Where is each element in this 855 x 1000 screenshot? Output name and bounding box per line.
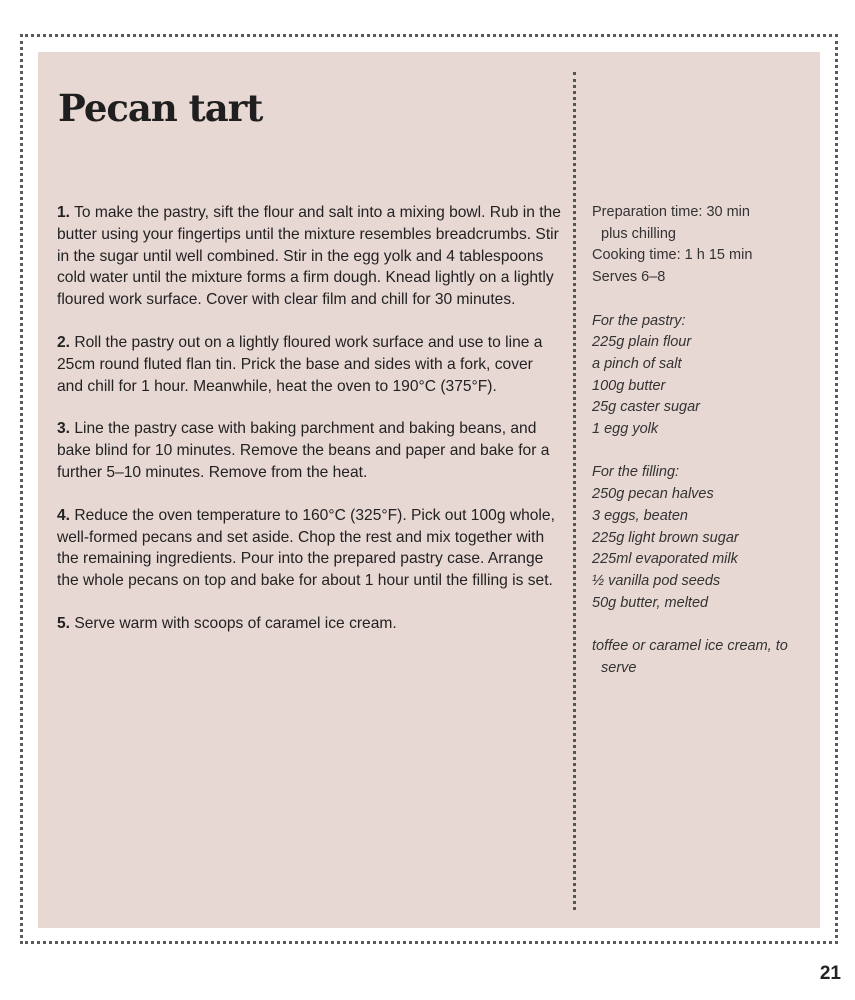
step-number: 3. [57, 420, 71, 438]
step-number: 2. [57, 333, 71, 351]
ingredient-item: 225ml evaporated milk [592, 551, 738, 568]
cooking-time: Cooking time: 1 h 15 min [592, 247, 753, 264]
step-text: Reduce the oven temperature to 160°C (325°F). Pick out 100g whole, well-formed pecans and set aside. Chop the rest and mix together with the remaining ingredients. Pour into the prepared pastry case. Arrange the whole pecans on top and bake for about 1 hour until the filling is set. [57, 506, 555, 590]
recipe-title: Pecan tart [58, 86, 263, 130]
step-number: 1. [57, 204, 71, 221]
method-step [57, 418, 562, 483]
filling-heading: For the filling: [592, 464, 680, 481]
serve-with [592, 636, 817, 679]
step-text: Line the pastry case with baking parchment and baking beans, and bake blind for 10 minutes. Remove the beans and paper and bake for a further 5–10 minutes. Remove from the heat. [57, 420, 550, 481]
step-number: 4. [57, 506, 71, 524]
ingredient-item: 250g pecan halves [592, 486, 714, 503]
step-number: 5. [57, 614, 71, 632]
method-step [57, 332, 562, 397]
ingredient-item: 50g butter, melted [592, 594, 709, 611]
prep-time-note: plus chilling [601, 225, 676, 242]
method-step [57, 613, 562, 635]
ingredient-item: 3 eggs, beaten [592, 507, 688, 524]
column-divider [573, 72, 576, 910]
pastry-heading: For the pastry: [592, 312, 686, 329]
method-column [57, 202, 562, 656]
step-text: Serve warm with scoops of caramel ice cream. [70, 614, 397, 632]
page-number: 21 [819, 963, 841, 984]
step-text: Roll the pastry out on a lightly floured work surface and use to line a 25cm round fluted flan tin. Prick the base and sides with a fork, cover and chill for 1 hour. Meanwhile, heat the oven to 190°C (375°F). [57, 333, 543, 395]
ingredient-item: a pinch of salt [592, 355, 682, 372]
recipe-info [592, 202, 817, 289]
pastry-ingredients [592, 311, 817, 441]
serve-with-text: toffee or caramel ice cream, to [592, 638, 788, 655]
ingredients-column [592, 202, 817, 701]
prep-time: Preparation time: 30 min [592, 204, 750, 220]
ingredient-item: 225g light brown sugar [592, 529, 739, 546]
step-text: To make the pastry, sift the flour and salt into a mixing bowl. Rub in the butter using your fingertips until the mixture resembles breadcrumbs. Stir in the sugar until well combined. Stir in the egg yolk and 4 tablespoons cold water until the mixture forms a firm dough. Knead lightly on a lightly floured work surface. Cover with clear film and chill for 30 minutes. [57, 204, 561, 309]
ingredient-item: 25g caster sugar [592, 399, 701, 416]
ingredient-item: ½ vanilla pod seeds [592, 572, 721, 589]
method-step [57, 202, 562, 311]
serve-with-text-cont: serve [601, 659, 637, 676]
serves: Serves 6–8 [592, 269, 666, 286]
ingredient-item: 225g plain flour [592, 334, 692, 351]
filling-ingredients [592, 462, 817, 614]
ingredient-item: 100g butter [592, 377, 666, 394]
method-step [57, 505, 562, 592]
ingredient-item: 1 egg yolk [592, 421, 659, 438]
